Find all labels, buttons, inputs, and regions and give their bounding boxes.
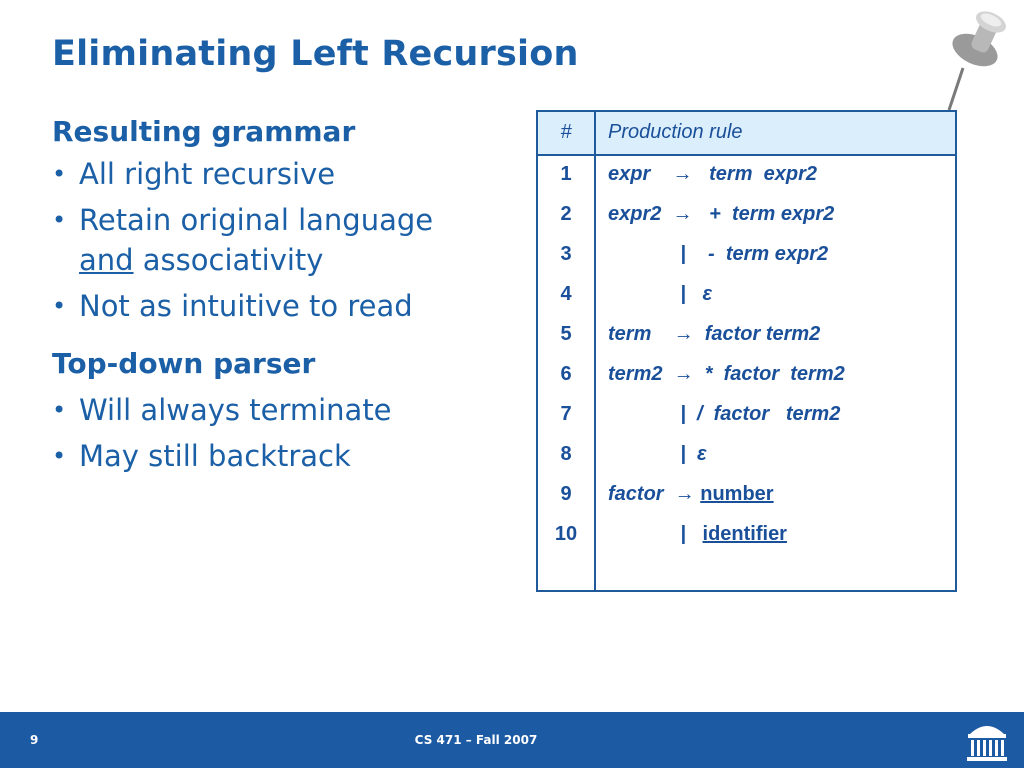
slide-number: 9	[30, 733, 39, 747]
bullet-text: All right recursive	[79, 157, 336, 191]
bullet-text: May still backtrack	[79, 439, 351, 473]
row-rule: | ε	[608, 443, 707, 465]
row-number: 5	[560, 323, 572, 345]
row-rule: expr → term expr2	[608, 163, 817, 185]
bullet-item	[52, 154, 522, 194]
row-number: 6	[560, 363, 572, 385]
bullet-text: Retain original language	[79, 203, 434, 237]
bullet-text: Not as intuitive to read	[79, 289, 413, 323]
table-row	[538, 480, 955, 520]
row-number: 2	[560, 203, 572, 225]
bullet-text: associativity	[142, 243, 324, 277]
row-number: 4	[560, 283, 572, 305]
section-heading-top-down-parser: Top-down parser	[52, 347, 316, 380]
row-number: 8	[560, 443, 572, 465]
row-rule: | - term expr2	[608, 243, 829, 265]
table-body	[538, 160, 955, 560]
rule-prefix: |	[608, 523, 703, 545]
row-rule: term → factor term2	[608, 323, 821, 345]
table-header	[538, 112, 955, 156]
row-rule: | / factor term2	[608, 403, 841, 425]
header-production-rule: Production rule	[608, 121, 743, 143]
bullet-icon: •	[52, 396, 67, 424]
rotunda-logo-icon	[962, 716, 1012, 766]
production-rule-table	[536, 110, 957, 592]
table-row	[538, 360, 955, 400]
bullet-item	[52, 286, 522, 326]
bullet-list-grammar	[52, 154, 522, 326]
row-rule: term2 → * factor term2	[608, 363, 845, 385]
header-number: #	[560, 121, 572, 143]
bullet-text: Will always terminate	[79, 393, 392, 427]
row-rule	[608, 483, 774, 506]
row-number: 3	[560, 243, 572, 265]
pushpin-icon	[935, 6, 1015, 112]
row-rule	[608, 523, 787, 546]
bullet-item	[52, 436, 522, 476]
slide-title: Eliminating Left Recursion	[52, 34, 579, 74]
table-row	[538, 160, 955, 200]
row-number: 7	[560, 403, 572, 425]
bullet-icon: •	[52, 442, 67, 470]
table-row	[538, 400, 955, 440]
table-row	[538, 200, 955, 240]
row-number: 10	[554, 523, 578, 545]
bullet-item	[52, 200, 522, 280]
bullet-icon: •	[52, 160, 67, 188]
row-number: 1	[560, 163, 572, 185]
bullet-text-underlined: and	[79, 243, 134, 277]
bullet-list-parser	[52, 390, 522, 476]
table-row	[538, 280, 955, 320]
section-heading-resulting-grammar: Resulting grammar	[52, 115, 356, 148]
table-row	[538, 440, 955, 480]
rule-prefix: factor →	[608, 483, 701, 505]
bullet-item	[52, 390, 522, 430]
row-rule: expr2 → + term expr2	[608, 203, 835, 225]
table-row	[538, 320, 955, 360]
bullet-icon: •	[52, 206, 67, 234]
content-left	[52, 112, 522, 476]
footer-bar	[0, 712, 1024, 768]
rule-terminal-identifier: identifier	[702, 523, 787, 545]
bullet-icon: •	[52, 292, 67, 320]
rule-terminal-number: number	[700, 483, 774, 505]
row-number: 9	[560, 483, 572, 505]
footer-course: CS 471 – Fall 2007	[414, 733, 538, 747]
row-rule: | ε	[608, 283, 713, 305]
table-row	[538, 240, 955, 280]
table-row	[538, 520, 955, 560]
